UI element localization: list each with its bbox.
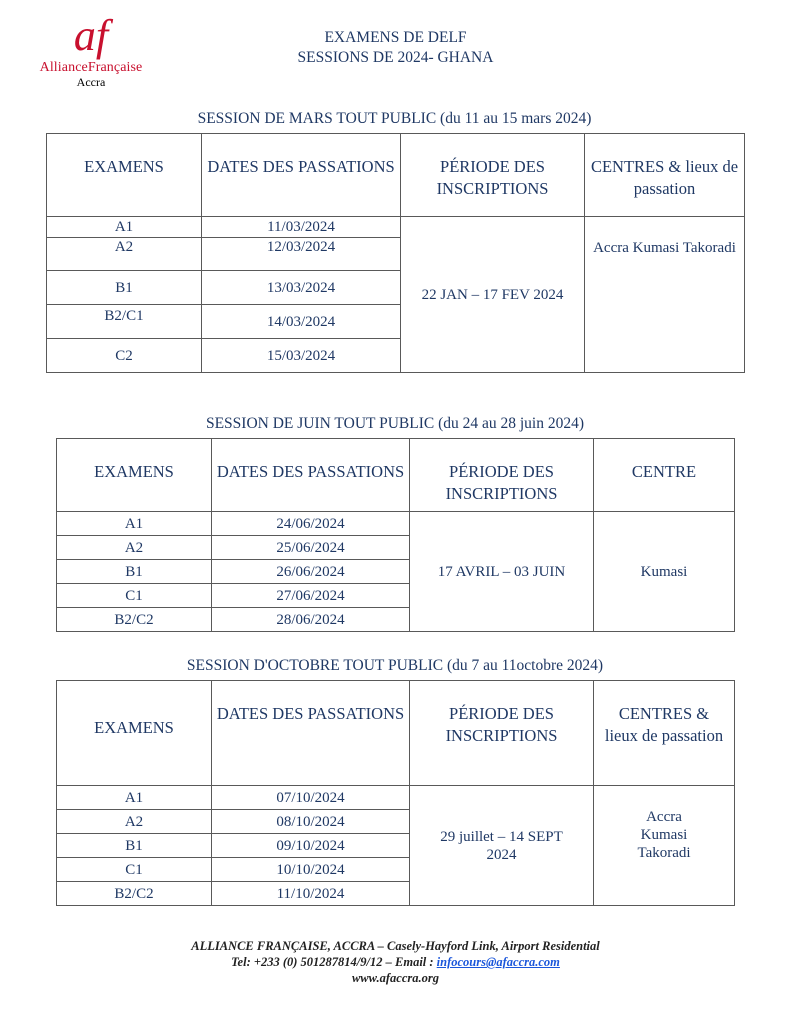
- table-row: [57, 786, 735, 810]
- document-title: [200, 28, 591, 68]
- header-dates: DATES DES PASSATIONS: [212, 439, 410, 512]
- date-cell: 25/06/2024: [212, 536, 410, 560]
- exam-cell: A2: [47, 238, 202, 271]
- exam-cell: B1: [57, 560, 212, 584]
- footer-website[interactable]: www.afaccra.org: [351, 971, 440, 985]
- inscription-period-cell: 17 AVRIL – 03 JUIN: [410, 512, 594, 632]
- header-periode: PÉRIODE DES INSCRIPTIONS: [401, 134, 585, 217]
- date-cell: 07/10/2024: [212, 786, 410, 810]
- exam-cell: C2: [47, 339, 202, 373]
- date-cell: 13/03/2024: [202, 271, 401, 305]
- exam-cell: B2/C2: [57, 608, 212, 632]
- date-cell: 12/03/2024: [202, 238, 401, 271]
- session-mars-title: SESSION DE MARS TOUT PUBLIC (du 11 au 15 mars 2024): [197, 110, 592, 127]
- date-cell: 11/10/2024: [212, 882, 410, 906]
- af-logo-mark-icon: [56, 12, 126, 60]
- session-octobre-table: [56, 680, 735, 906]
- header-periode: PÉRIODE DES INSCRIPTIONS: [410, 439, 594, 512]
- session-octobre-title: SESSION D'OCTOBRE TOUT PUBLIC (du 7 au 11octobre 2024): [186, 657, 604, 674]
- centre-cell: Kumasi: [594, 512, 735, 632]
- date-cell: 27/06/2024: [212, 584, 410, 608]
- date-cell: 15/03/2024: [202, 339, 401, 373]
- centres-cell: Accra Kumasi Takoradi: [594, 786, 735, 906]
- centres-cell: Accra Kumasi Takoradi: [585, 217, 745, 373]
- footer-address: ALLIANCE FRANÇAISE, ACCRA – Casely-Hayford Link, Airport Residential: [191, 939, 600, 953]
- header-dates: DATES DES PASSATIONS: [212, 681, 410, 786]
- header-examens: EXAMENS: [47, 134, 202, 217]
- header-periode: PÉRIODE DES INSCRIPTIONS: [410, 681, 594, 786]
- exam-cell: A1: [57, 512, 212, 536]
- date-cell: 09/10/2024: [212, 834, 410, 858]
- exam-cell: A2: [57, 536, 212, 560]
- date-cell: 08/10/2024: [212, 810, 410, 834]
- exam-cell: A1: [47, 217, 202, 238]
- alliance-francaise-logo: [30, 12, 152, 90]
- footer-contact: [0, 954, 791, 970]
- date-cell: 24/06/2024: [212, 512, 410, 536]
- header-examens: EXAMENS: [57, 681, 212, 786]
- footer: [0, 938, 791, 986]
- header-dates: DATES DES PASSATIONS: [202, 134, 401, 217]
- date-cell: 11/03/2024: [202, 217, 401, 238]
- exam-cell: B1: [57, 834, 212, 858]
- inscription-period-cell: 22 JAN – 17 FEV 2024: [401, 217, 585, 373]
- exam-cell: C1: [57, 584, 212, 608]
- logo-city: Accra: [76, 75, 106, 89]
- exam-cell: A1: [57, 786, 212, 810]
- session-mars-table: [46, 133, 745, 373]
- footer-email-link[interactable]: infocours@afaccra.com: [436, 955, 560, 969]
- exam-cell: C1: [57, 858, 212, 882]
- footer-phone: Tel: +233 (0) 501287814/9/12 – Email :: [231, 955, 437, 969]
- header-centres: CENTRES & lieux de passation: [594, 681, 735, 786]
- exam-cell: B1: [47, 271, 202, 305]
- header-examens: EXAMENS: [57, 439, 212, 512]
- exam-cell: B2/C1: [47, 305, 202, 339]
- date-cell: 14/03/2024: [202, 305, 401, 339]
- exam-cell: A2: [57, 810, 212, 834]
- date-cell: 10/10/2024: [212, 858, 410, 882]
- logo-brand: AllianceFrançaise: [39, 60, 143, 75]
- logo-mark-text: af: [73, 12, 109, 60]
- inscription-period-cell: 29 juillet – 14 SEPT 2024: [410, 786, 594, 906]
- session-juin-title: SESSION DE JUIN TOUT PUBLIC (du 24 au 28 juin 2024): [205, 415, 585, 432]
- date-cell: 28/06/2024: [212, 608, 410, 632]
- title-line-1: EXAMENS DE DELF: [324, 29, 467, 46]
- table-row: [47, 217, 745, 238]
- exam-cell: B2/C2: [57, 882, 212, 906]
- title-line-2: SESSIONS DE 2024- GHANA: [297, 49, 494, 66]
- header-centres: CENTRES & lieux de passation: [585, 134, 745, 217]
- session-juin-table: [56, 438, 735, 632]
- header-centre: CENTRE: [594, 439, 735, 512]
- date-cell: 26/06/2024: [212, 560, 410, 584]
- table-row: [57, 512, 735, 536]
